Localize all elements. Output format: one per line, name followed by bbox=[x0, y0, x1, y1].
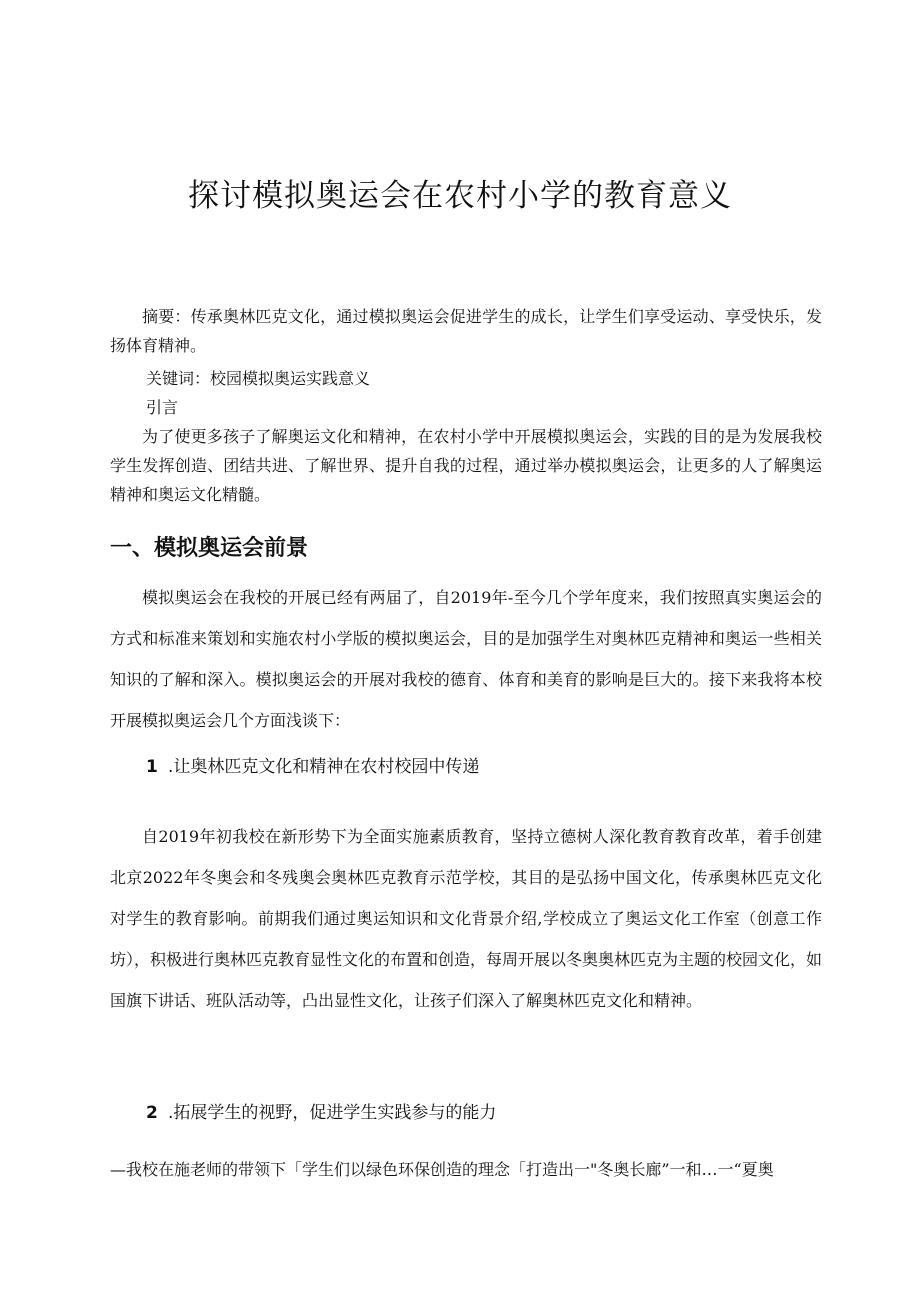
intro-paragraph: 为了使更多孩子了解奥运文化和精神，在农村小学中开展模拟奥运会，实践的目的是为发展我校学生发挥创造、团结共进、了解世界、提升自我的过程，通过举办模拟奥运会，让更多的人了解奥运精神和奥运文化精髓。 bbox=[110, 427, 822, 504]
subsection-2-paragraph: —我校在施老师的带领下「学生们以绿色环保创造的理念「打造出一"冬奥长廊”一和…一“夏奥 bbox=[110, 1160, 774, 1179]
subsection-1-number: 1 bbox=[146, 757, 158, 777]
section-heading-1: 一、模拟奥运会前景 bbox=[110, 536, 309, 561]
subsection-heading-2 bbox=[146, 1098, 496, 1123]
document-title: 探讨模拟奥运会在农村小学的教育意义 bbox=[188, 178, 732, 214]
subsection-1-paragraph: 自2019年初我校在新形势下为全面实施素质教育，坚持立德树人深化教育教育改革，着手创建北京2022年冬奥会和冬残奥会奥林匹克教育示范学校，其目的是弘扬中国文化，传承奥林匹克文化对学生的教育影响。前期我们通过奥运知识和文化背景介绍,学校成立了奥运文化工作室（创意工作坊），积极进行奥林匹克教育显性文化的布置和创造，每周开展以冬奥奥林匹克为主题的校园文化，如国旗下讲话、班队活动等，凸出显性文化，让孩子们深入了解奥林匹克文化和精神。 bbox=[110, 827, 823, 1010]
subsection-heading-1 bbox=[146, 752, 479, 777]
abstract-paragraph: 摘要：传承奥林匹克文化，通过模拟奥运会促进学生的成长，让学生们享受运动、享受快乐，发扬体育精神。 bbox=[110, 307, 822, 355]
section-1-paragraph: 模拟奥运会在我校的开展已经有两届了，自2019年-至今几个学年度来，我们按照真实奥运会的方式和标准来策划和实施农村小学版的模拟奥运会，目的是加强学生对奥林匹克精神和奥运一些相关知识的了解和深入。模拟奥运会的开展对我校的德育、体育和美育的影响是巨大的。接下来我将本校开展模拟奥运会几个方面浅谈下： bbox=[110, 588, 822, 730]
subsection-2-title: .拓展学生的视野，促进学生实践参与的能力 bbox=[168, 1103, 497, 1123]
subsection-2-number: 2 bbox=[146, 1103, 158, 1123]
subsection-1-title: .让奥林匹克文化和精神在农村校园中传递 bbox=[168, 757, 480, 777]
keywords-line: 关键词：校园模拟奥运实践意义 bbox=[146, 369, 371, 388]
intro-heading: 引言 bbox=[146, 398, 179, 417]
